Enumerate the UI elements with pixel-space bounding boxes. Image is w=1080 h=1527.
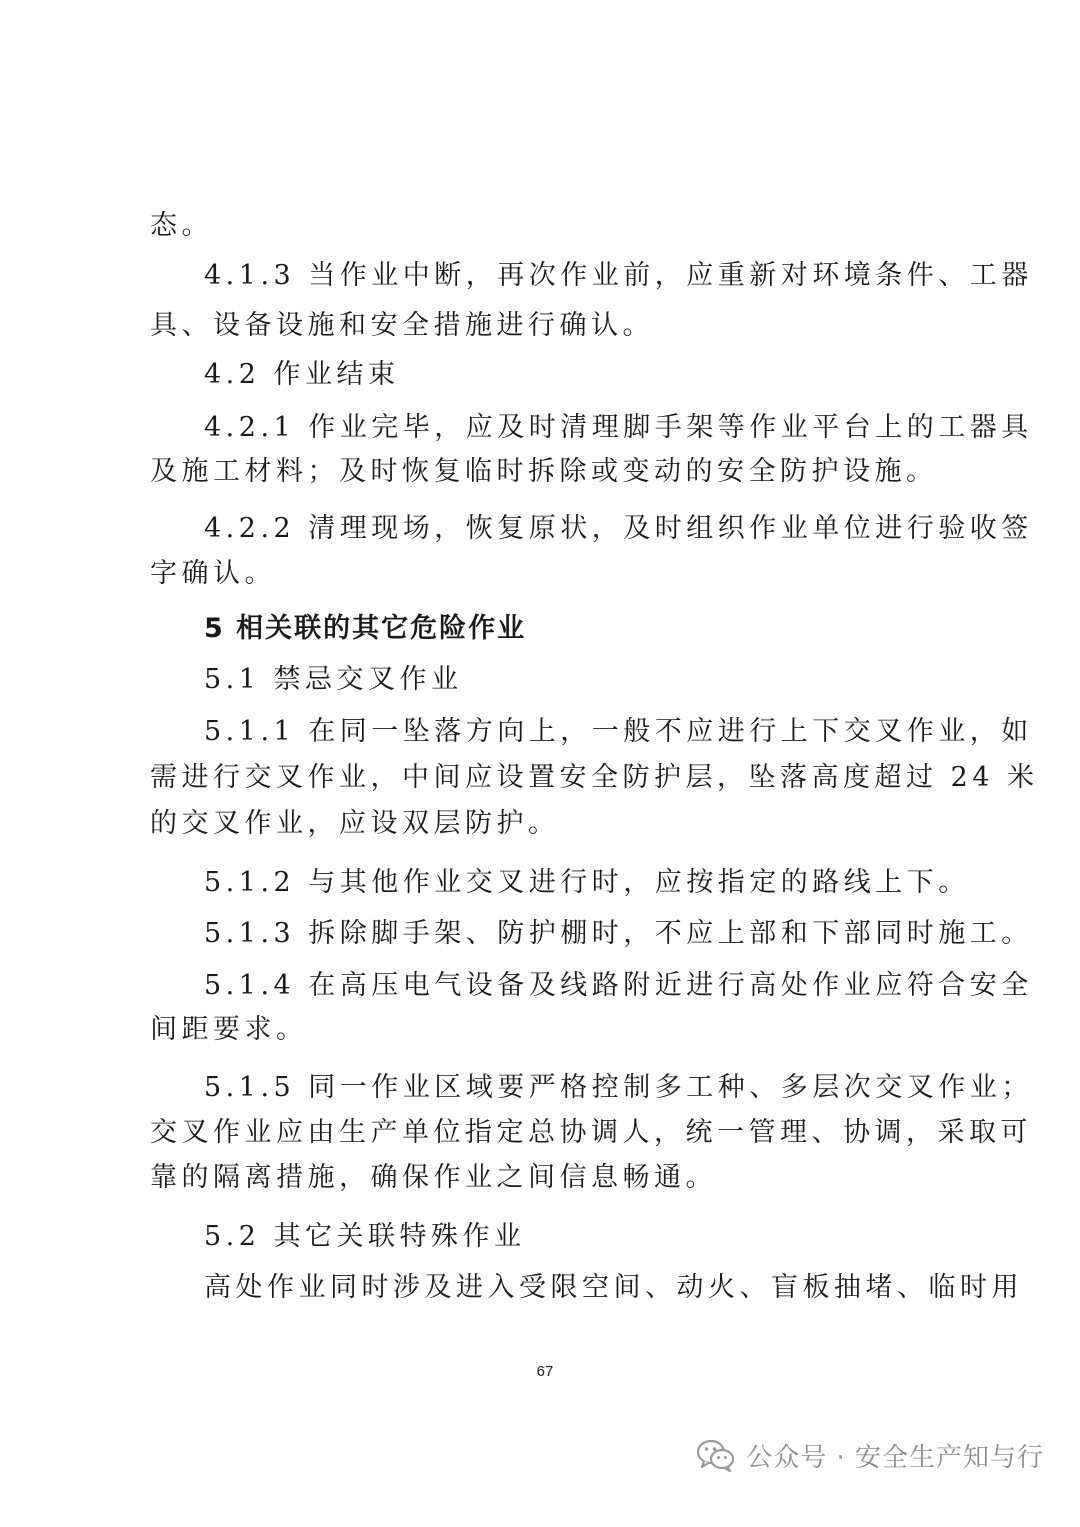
text-line: 间距要求。	[150, 1014, 308, 1045]
clause-5-1-2: 5.1.2 与其他作业交叉进行时，应按指定的路线上下。	[204, 867, 970, 898]
clause-4-2-2: 4.2.2 清理现场，恢复原状，及时组织作业单位进行验收签	[204, 513, 1033, 544]
clause-4-2-1: 4.2.1 作业完毕，应及时清理脚手架等作业平台上的工器具	[204, 412, 1033, 443]
section-heading-4-2: 4.2 作业结束	[204, 359, 400, 390]
clause-5-1-5: 5.1.5 同一作业区域要严格控制多工种、多层次交叉作业；	[204, 1072, 1033, 1103]
wechat-icon	[696, 1439, 736, 1473]
text-line: 态。	[150, 210, 213, 241]
clause-4-1-3: 4.1.3 当作业中断，再次作业前，应重新对环境条件、工器	[204, 260, 1033, 291]
text-line: 靠的隔离措施，确保作业之间信息畅通。	[150, 1162, 717, 1193]
text-line: 及施工材料；及时恢复临时拆除或变动的安全防护设施。	[150, 456, 938, 487]
page-number: 67	[536, 1363, 554, 1380]
section-heading-5-2: 5.2 其它关联特殊作业	[204, 1221, 526, 1252]
chapter-heading-5: 5 相关联的其它危险作业	[204, 613, 527, 644]
text-line: 字确认。	[150, 558, 276, 589]
text-line: 的交叉作业，应设双层防护。	[150, 808, 560, 839]
section-heading-5-1: 5.1 禁忌交叉作业	[204, 664, 463, 695]
clause-5-1-4: 5.1.4 在高压电气设备及线路附近进行高处作业应符合安全	[204, 970, 1033, 1001]
clause-5-1-1: 5.1.1 在同一坠落方向上，一般不应进行上下交叉作业，如	[204, 716, 1033, 747]
clause-5-1-3: 5.1.3 拆除脚手架、防护棚时，不应上部和下部同时施工。	[204, 918, 1033, 949]
text-line: 高处作业同时涉及进入受限空间、动火、盲板抽堵、临时用	[204, 1272, 1023, 1303]
text-line: 交叉作业应由生产单位指定总协调人，统一管理、协调，采取可	[150, 1117, 1032, 1148]
watermark-text: 公众号 · 安全生产知与行	[746, 1443, 1044, 1473]
text-line: 需进行交叉作业，中间应设置安全防护层，坠落高度超过 24 米	[150, 762, 1039, 793]
text-line: 具、设备设施和安全措施进行确认。	[150, 310, 654, 341]
watermark	[696, 1437, 1044, 1474]
